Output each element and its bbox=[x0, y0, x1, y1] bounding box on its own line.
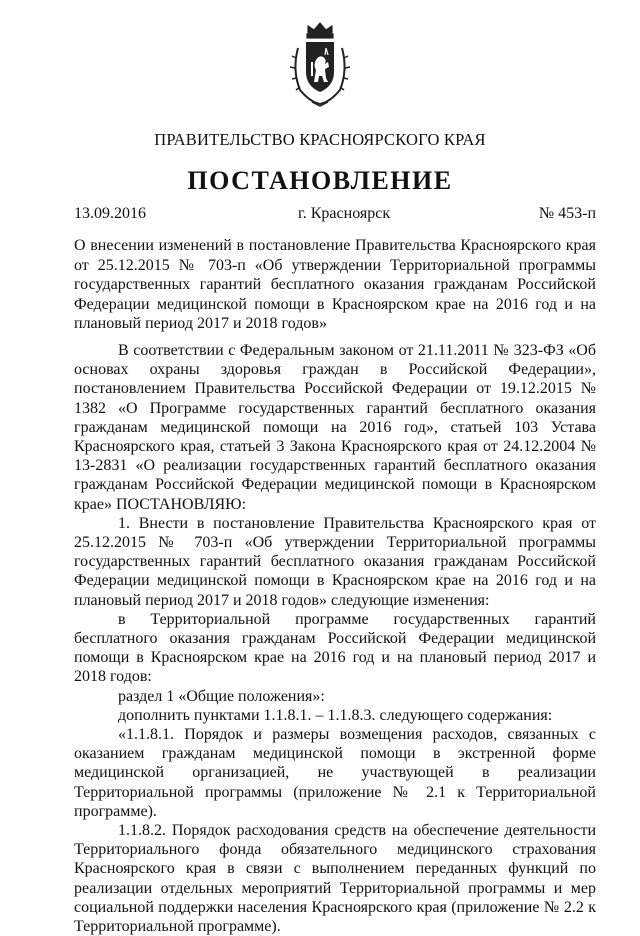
document-city: г. Красноярск bbox=[298, 205, 391, 222]
body-paragraph: 1. Внести в постановление Правительства Красноярского края от 25.12.2015 № 703-п «Об утверждении Территориальной программы государственных гарантий бесплатного оказания гражданам Российской Федерации медицинской помощи в Красноярском крае на 2016 год и на плановый период 2017 и 2018 годов» следующие изменения: bbox=[74, 514, 596, 609]
government-title: ПРАВИТЕЛЬСТВО КРАСНОЯРСКОГО КРАЯ bbox=[154, 130, 486, 149]
document-type: ПОСТАНОВЛЕНИЕ bbox=[187, 166, 453, 195]
document-subject: О внесении изменений в постановление Правительства Красноярского края от 25.12.2015 № 703-п «Об утверждении Территориальной программы государственных гарантий бесплатного оказания гражданам Российской Федерации медицинской помощи в Красноярском крае на 2016 год и на плановый период 2017 и 2018 годов» bbox=[74, 237, 596, 332]
body-paragraph: «1.1.8.1. Порядок и размеры возмещения расходов, связанных с оказанием гражданам медицинской помощи в экстренной форме медицинской организацией, не участвующей в реализации Территориальной программы (приложение № 2.1 к Территориальной программе). bbox=[74, 726, 596, 820]
document-date: 13.09.2016 bbox=[74, 205, 146, 222]
body-paragraph: дополнить пунктами 1.1.8.1. – 1.1.8.3. следующего содержания: bbox=[118, 706, 553, 724]
krasnoyarsk-coat-of-arms-icon bbox=[284, 18, 356, 110]
body-paragraph: раздел 1 «Общие положения»: bbox=[118, 687, 325, 705]
body-paragraph: В соответствии с Федеральным законом от 21.11.2011 № 323-ФЗ «Об основах охраны здоровья граждан в Российской Федерации», постановлением Правительства Российской Федерации от 19.12.2015 № 1382 «О Программе государственных гарантий бесплатного оказания гражданам медицинской помощи на 2016 год», статьей 103 Устава Красноярского края, статьей 3 Закона Красноярского края от 24.12.2004 № 13-2831 «О реализации государственных гарантий бесплатного оказания гражданам Российской Федерации медицинской помощи в Красноярском крае» ПОСТАНОВЛЯЮ: bbox=[74, 342, 596, 513]
body-paragraph: в Территориальной программе государственных гарантий бесплатного оказания гражданам Российской Федерации медицинской помощи в Красноярском крае на 2016 год и на плановый период 2017 и 2018 годов: bbox=[74, 610, 596, 686]
document-body bbox=[74, 341, 596, 936]
document-meta bbox=[74, 205, 596, 225]
body-paragraph: 1.1.8.2. Порядок расходования средств на обеспечение деятельности Территориального фонда обязательного медицинского страхования Красноярского края в связи с выполнением переданных функций по реализации отдельных мероприятий Территориальной программы и мер социальной поддержки населения Красноярского края (приложение № 2.2 к Территориальной программе). bbox=[74, 822, 596, 936]
document-number: № 453-п bbox=[538, 205, 596, 222]
